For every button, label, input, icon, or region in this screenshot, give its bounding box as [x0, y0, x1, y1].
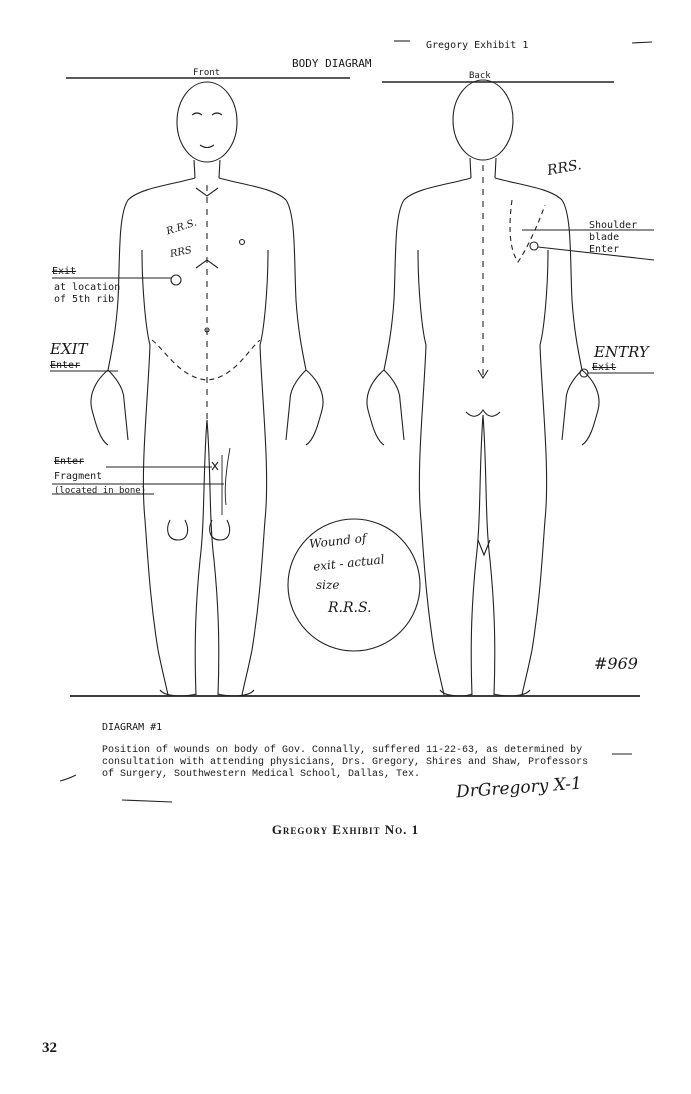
- diagram-label: DIAGRAM #1: [102, 722, 163, 733]
- back-label: Back: [469, 71, 491, 81]
- page-number: 32: [42, 1040, 57, 1056]
- thigh-line-3: (located in bone): [54, 486, 147, 496]
- document-number: #969: [594, 654, 638, 673]
- shoulder-line-3: Enter: [589, 244, 620, 255]
- exhibit-title: Gregory Exhibit No. 1: [271, 822, 420, 837]
- signature: DrGregory X-1: [455, 773, 583, 803]
- wrist-exit-label: EXIT: [50, 340, 88, 358]
- wrist-entry-struck: Exit: [592, 362, 617, 373]
- shoulder-line-2: blade: [589, 232, 620, 243]
- thigh-line-1: Enter: [54, 456, 85, 467]
- caption-text: Position of wounds on body of Gov. Connally, suffered 11-22-63, as determined by consultation with attending physicians, Drs. Gregory, Shires and Shaw, Professors of Surgery, Southwestern Medical School, Dallas, Tex.: [102, 745, 589, 780]
- front-label: Front: [193, 68, 221, 78]
- back-initials: RRS.: [545, 157, 583, 179]
- front-initials-2: RRS: [169, 244, 193, 261]
- thigh-line-2: Fragment: [54, 471, 103, 482]
- shoulder-line-1: Shoulder: [589, 220, 638, 231]
- exit-location-line-2: at location: [54, 282, 121, 293]
- circle-note-line-3: size: [316, 578, 340, 592]
- circle-note-line-2: exit - actual: [312, 552, 386, 574]
- wrist-exit-struck: Enter: [50, 360, 81, 371]
- exit-location-line-3: of 5th rib: [54, 294, 115, 305]
- wrist-entry-label: ENTRY: [594, 343, 649, 361]
- exit-location-line-1: Exit: [52, 266, 77, 277]
- circle-note-line-1: Wound of: [308, 531, 367, 551]
- exhibit-label: Gregory Exhibit 1: [426, 40, 529, 51]
- circle-note-line-4: R.R.S.: [328, 600, 372, 616]
- diagram-title: BODY DIAGRAM: [292, 57, 372, 70]
- front-figure: [91, 82, 323, 696]
- front-initials-1: R.R.S.: [165, 217, 199, 238]
